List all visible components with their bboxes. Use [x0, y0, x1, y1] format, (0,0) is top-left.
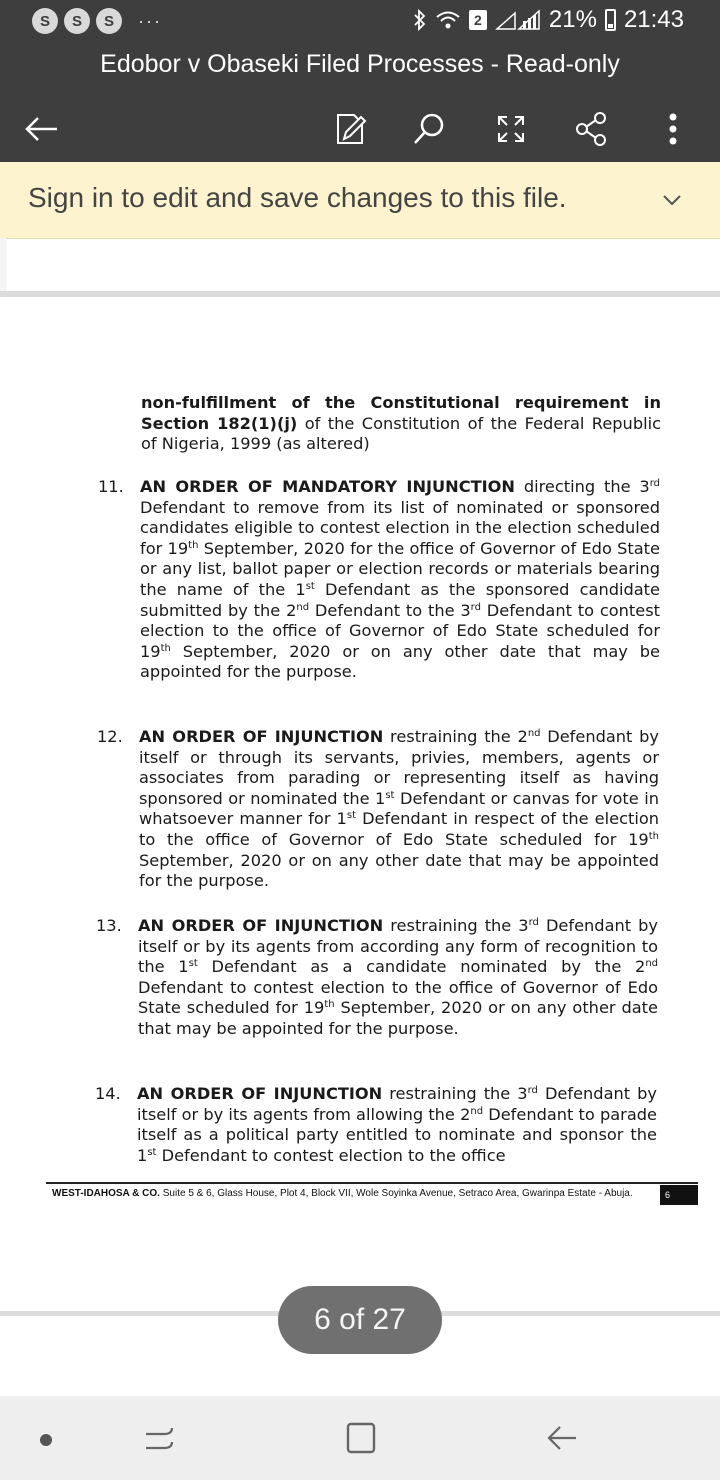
item-number: 14.	[95, 1084, 121, 1103]
back-icon[interactable]	[542, 1418, 582, 1458]
recent-apps-icon[interactable]	[140, 1418, 180, 1458]
back-button[interactable]	[16, 104, 66, 154]
paragraph-continuation: non-fulfillment of the Constitutional requirement in Section 182(1)(j) of the Constitution of the Federal Republic of Nigeria, 1999 (as altered)	[141, 393, 661, 454]
status-bar	[0, 0, 720, 44]
wifi-icon	[435, 9, 461, 31]
edit-document-icon	[334, 111, 368, 147]
item-number: 13.	[96, 916, 122, 935]
more-options-button[interactable]	[648, 104, 698, 154]
notification-icons	[32, 8, 162, 34]
page-number-badge: 6	[660, 1185, 698, 1205]
dot-indicator[interactable]	[40, 1434, 52, 1446]
share-icon	[574, 111, 608, 147]
order-item-11: AN ORDER OF MANDATORY INJUNCTION directing the 3rd Defendant to remove from its list of nominated or sponsored candidates eligible to contest election in the election scheduled for 19th September, 2020 for the office of Governor of Edo State or any list, ballot paper or election records or materials bearing the name of the 1st Defendant as the sponsored candidate submitted by the 2nd Defendant to the 3rd Defendant to contest election to the office of Governor of Edo State scheduled for 19th September, 2020 or on any other date that may be appointed for the purpose.	[140, 477, 661, 682]
fullscreen-icon	[495, 113, 527, 145]
document-page	[0, 297, 720, 1311]
battery-percent: 21%	[548, 6, 597, 33]
search-button[interactable]	[404, 104, 454, 154]
bluetooth-icon	[413, 9, 427, 31]
document-title: Edobor v Obaseki Filed Processes - Read-only	[100, 50, 620, 78]
app-notification-icon: S	[96, 8, 122, 34]
previous-page-bottom	[7, 239, 720, 291]
banner-message: Sign in to edit and save changes to this file.	[28, 182, 567, 213]
item-number: 12.	[97, 727, 123, 746]
clock: 21:43	[623, 6, 684, 33]
page-indicator: 6 of 27	[278, 1286, 442, 1354]
app-header	[0, 44, 720, 162]
battery-icon	[605, 9, 616, 31]
chevron-down-icon[interactable]	[660, 188, 684, 212]
more-vert-icon	[668, 112, 678, 146]
search-icon	[411, 111, 447, 147]
back-arrow-icon	[23, 114, 59, 144]
fullscreen-button[interactable]	[486, 104, 536, 154]
system-icons	[413, 6, 684, 34]
edit-button[interactable]	[326, 104, 376, 154]
app-notification-icon: S	[64, 8, 90, 34]
order-item-12: AN ORDER OF INJUNCTION restraining the 2nd Defendant by itself or through its servants, privies, members, agents or associates from parading or representing itself as having sponsored or nominated the 1st Defendant or canvas for vote in whatsoever manner for 1st Defendant in respect of the election to the office of Governor of Edo State scheduled for 19th September, 2020 or on any other date that may be appointed for the purpose.	[139, 727, 659, 891]
share-button[interactable]	[566, 104, 616, 154]
page-footer: WEST-IDAHOSA & CO. Suite 5 & 6, Glass House, Plot 4, Block VII, Wole Soyinka Avenue, Setraco Area, Gwarinpa Estate - Abuja.	[52, 1188, 633, 1199]
app-notification-icon: S	[32, 8, 58, 34]
navigation-bar	[0, 1396, 720, 1480]
sim-slot-badge: 2	[469, 10, 487, 30]
signal-icon	[495, 9, 541, 31]
order-item-14: AN ORDER OF INJUNCTION restraining the 3rd Defendant by itself or by its agents from allowing the 2nd Defendant to parade itself as a political party entitled to nominate and sponsor the 1st Defendant to contest election to the office	[137, 1084, 657, 1165]
more-notifications-icon: ···	[138, 10, 162, 31]
order-item-13: AN ORDER OF INJUNCTION restraining the 3rd Defendant by itself or by its agents from according any form of recognition to the 1st Defendant as a candidate nominated by the 2nd Defendant to contest election to the office of Governor of Edo State scheduled for 19th September, 2020 or on any other date that may be appointed for the purpose.	[138, 916, 659, 1038]
footer-divider	[46, 1182, 698, 1184]
item-number: 11.	[98, 477, 124, 496]
home-icon[interactable]	[341, 1418, 381, 1458]
sign-in-banner[interactable]	[0, 162, 720, 239]
